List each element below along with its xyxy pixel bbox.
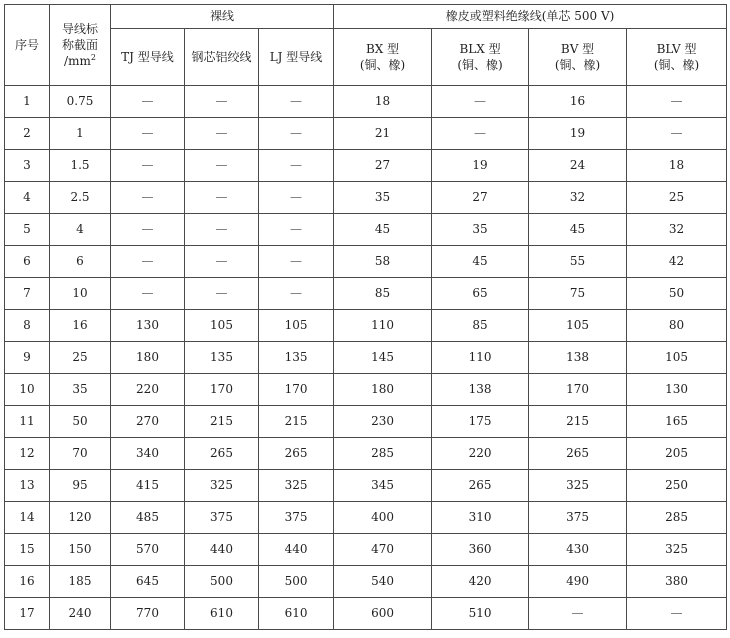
bx-cell: 600 bbox=[334, 598, 432, 630]
steel-al-cell: 105 bbox=[185, 310, 259, 342]
blx-cell: 110 bbox=[432, 342, 529, 374]
blv-cell: 205 bbox=[627, 438, 727, 470]
blx-cell: 27 bbox=[432, 182, 529, 214]
lj-cell: — bbox=[259, 278, 334, 310]
index-cell: 8 bbox=[5, 310, 50, 342]
header-row-2 bbox=[5, 29, 727, 86]
blv-cell: 380 bbox=[627, 566, 727, 598]
bx-cell: 145 bbox=[334, 342, 432, 374]
section-cell: 240 bbox=[50, 598, 111, 630]
blv-cell: 130 bbox=[627, 374, 727, 406]
table-row bbox=[5, 246, 727, 278]
bv-cell: 215 bbox=[529, 406, 627, 438]
blx-cell: 19 bbox=[432, 150, 529, 182]
table-row bbox=[5, 342, 727, 374]
bv-cell: 105 bbox=[529, 310, 627, 342]
blv-cell: — bbox=[627, 86, 727, 118]
blx-cell: 65 bbox=[432, 278, 529, 310]
section-cell: 16 bbox=[50, 310, 111, 342]
blv-cell: 42 bbox=[627, 246, 727, 278]
blx-cell: 265 bbox=[432, 470, 529, 502]
bx-cell: 58 bbox=[334, 246, 432, 278]
table-row bbox=[5, 214, 727, 246]
lj-cell: — bbox=[259, 150, 334, 182]
blx-cell: 220 bbox=[432, 438, 529, 470]
bv-cell: 138 bbox=[529, 342, 627, 374]
bv-cell: — bbox=[529, 598, 627, 630]
lj-cell: 375 bbox=[259, 502, 334, 534]
lj-cell: 500 bbox=[259, 566, 334, 598]
section-cell: 2.5 bbox=[50, 182, 111, 214]
header-section-line2: 称截面 bbox=[61, 37, 98, 52]
header-lj: LJ 型导线 bbox=[259, 29, 334, 86]
steel-al-cell: 500 bbox=[185, 566, 259, 598]
header-steel-al: 钢芯铝绞线 bbox=[185, 29, 259, 86]
blx-cell: 35 bbox=[432, 214, 529, 246]
section-cell: 95 bbox=[50, 470, 111, 502]
blx-cell: 45 bbox=[432, 246, 529, 278]
bv-cell: 45 bbox=[529, 214, 627, 246]
header-section-unit bbox=[50, 53, 110, 69]
blv-cell: 250 bbox=[627, 470, 727, 502]
section-cell: 0.75 bbox=[50, 86, 111, 118]
bx-cell: 285 bbox=[334, 438, 432, 470]
section-cell: 6 bbox=[50, 246, 111, 278]
table-row bbox=[5, 374, 727, 406]
section-cell: 4 bbox=[50, 214, 111, 246]
tj-cell: — bbox=[111, 150, 185, 182]
steel-al-cell: — bbox=[185, 214, 259, 246]
table-row bbox=[5, 118, 727, 150]
table-row bbox=[5, 438, 727, 470]
bx-cell: 85 bbox=[334, 278, 432, 310]
header-blx bbox=[432, 29, 529, 86]
lj-cell: 170 bbox=[259, 374, 334, 406]
tj-cell: 485 bbox=[111, 502, 185, 534]
blv-cell: 50 bbox=[627, 278, 727, 310]
table-row bbox=[5, 406, 727, 438]
lj-cell: 265 bbox=[259, 438, 334, 470]
steel-al-cell: 375 bbox=[185, 502, 259, 534]
index-cell: 15 bbox=[5, 534, 50, 566]
table-row bbox=[5, 182, 727, 214]
tj-cell: 180 bbox=[111, 342, 185, 374]
bv-cell: 32 bbox=[529, 182, 627, 214]
tj-cell: — bbox=[111, 214, 185, 246]
bx-cell: 110 bbox=[334, 310, 432, 342]
bv-cell: 490 bbox=[529, 566, 627, 598]
lj-cell: 135 bbox=[259, 342, 334, 374]
table-body bbox=[5, 86, 727, 630]
bv-cell: 265 bbox=[529, 438, 627, 470]
section-cell: 25 bbox=[50, 342, 111, 374]
header-bare: 裸线 bbox=[111, 5, 334, 29]
bx-cell: 345 bbox=[334, 470, 432, 502]
table-row bbox=[5, 598, 727, 630]
tj-cell: 645 bbox=[111, 566, 185, 598]
steel-al-cell: — bbox=[185, 150, 259, 182]
lj-cell: — bbox=[259, 86, 334, 118]
blv-cell: — bbox=[627, 598, 727, 630]
blx-cell: 310 bbox=[432, 502, 529, 534]
steel-al-cell: — bbox=[185, 182, 259, 214]
table-row bbox=[5, 534, 727, 566]
blx-cell: 360 bbox=[432, 534, 529, 566]
table-row bbox=[5, 502, 727, 534]
bx-cell: 45 bbox=[334, 214, 432, 246]
steel-al-cell: 610 bbox=[185, 598, 259, 630]
section-cell: 1.5 bbox=[50, 150, 111, 182]
bv-cell: 19 bbox=[529, 118, 627, 150]
tj-cell: — bbox=[111, 182, 185, 214]
header-blx-material: (铜、橡) bbox=[457, 58, 503, 72]
header-section bbox=[50, 5, 111, 86]
header-blv-name: BLV 型 bbox=[656, 41, 697, 56]
lj-cell: 610 bbox=[259, 598, 334, 630]
blx-cell: 420 bbox=[432, 566, 529, 598]
header-section-unit-text: /mm bbox=[64, 54, 91, 69]
bx-cell: 540 bbox=[334, 566, 432, 598]
header-insulated: 橡皮或塑料绝缘线(单芯 500 V) bbox=[334, 5, 727, 29]
steel-al-cell: — bbox=[185, 246, 259, 278]
bv-cell: 55 bbox=[529, 246, 627, 278]
tj-cell: 340 bbox=[111, 438, 185, 470]
blx-cell: 85 bbox=[432, 310, 529, 342]
blx-cell: — bbox=[432, 86, 529, 118]
index-cell: 17 bbox=[5, 598, 50, 630]
section-cell: 185 bbox=[50, 566, 111, 598]
index-cell: 6 bbox=[5, 246, 50, 278]
blv-cell: 32 bbox=[627, 214, 727, 246]
bx-cell: 230 bbox=[334, 406, 432, 438]
bx-cell: 400 bbox=[334, 502, 432, 534]
index-cell: 2 bbox=[5, 118, 50, 150]
blv-cell: 18 bbox=[627, 150, 727, 182]
steel-al-cell: — bbox=[185, 278, 259, 310]
blv-cell: 25 bbox=[627, 182, 727, 214]
header-blv-material: (铜、橡) bbox=[653, 58, 700, 72]
header-bv-name: BV 型 bbox=[560, 41, 595, 56]
blv-cell: — bbox=[627, 118, 727, 150]
tj-cell: 415 bbox=[111, 470, 185, 502]
steel-al-cell: 215 bbox=[185, 406, 259, 438]
ampacity-table bbox=[4, 4, 727, 630]
index-cell: 9 bbox=[5, 342, 50, 374]
bx-cell: 18 bbox=[334, 86, 432, 118]
index-cell: 4 bbox=[5, 182, 50, 214]
header-section-unit-sup: 2 bbox=[90, 53, 96, 63]
steel-al-cell: — bbox=[185, 86, 259, 118]
bv-cell: 375 bbox=[529, 502, 627, 534]
index-cell: 5 bbox=[5, 214, 50, 246]
blv-cell: 165 bbox=[627, 406, 727, 438]
bx-cell: 470 bbox=[334, 534, 432, 566]
table-row bbox=[5, 278, 727, 310]
lj-cell: 440 bbox=[259, 534, 334, 566]
header-index: 序号 bbox=[5, 5, 50, 86]
index-cell: 10 bbox=[5, 374, 50, 406]
steel-al-cell: — bbox=[185, 118, 259, 150]
header-row-1 bbox=[5, 5, 727, 29]
bv-cell: 325 bbox=[529, 470, 627, 502]
header-bx bbox=[334, 29, 432, 86]
index-cell: 7 bbox=[5, 278, 50, 310]
bx-cell: 21 bbox=[334, 118, 432, 150]
bx-cell: 180 bbox=[334, 374, 432, 406]
table-row bbox=[5, 86, 727, 118]
bx-cell: 35 bbox=[334, 182, 432, 214]
header-bx-name: BX 型 bbox=[365, 41, 400, 56]
header-bx-material: (铜、橡) bbox=[359, 58, 406, 72]
section-cell: 70 bbox=[50, 438, 111, 470]
index-cell: 16 bbox=[5, 566, 50, 598]
blv-cell: 80 bbox=[627, 310, 727, 342]
bv-cell: 24 bbox=[529, 150, 627, 182]
steel-al-cell: 325 bbox=[185, 470, 259, 502]
tj-cell: — bbox=[111, 118, 185, 150]
lj-cell: 105 bbox=[259, 310, 334, 342]
section-cell: 150 bbox=[50, 534, 111, 566]
steel-al-cell: 440 bbox=[185, 534, 259, 566]
bx-cell: 27 bbox=[334, 150, 432, 182]
section-cell: 1 bbox=[50, 118, 111, 150]
blx-cell: 510 bbox=[432, 598, 529, 630]
bv-cell: 170 bbox=[529, 374, 627, 406]
steel-al-cell: 135 bbox=[185, 342, 259, 374]
tj-cell: 270 bbox=[111, 406, 185, 438]
blv-cell: 325 bbox=[627, 534, 727, 566]
header-blx-name: BLX 型 bbox=[459, 41, 501, 56]
section-cell: 10 bbox=[50, 278, 111, 310]
table-header bbox=[5, 5, 727, 86]
blv-cell: 285 bbox=[627, 502, 727, 534]
header-section-line1: 导线标 bbox=[61, 21, 98, 36]
lj-cell: — bbox=[259, 214, 334, 246]
tj-cell: — bbox=[111, 86, 185, 118]
tj-cell: 220 bbox=[111, 374, 185, 406]
blx-cell: 175 bbox=[432, 406, 529, 438]
tj-cell: 130 bbox=[111, 310, 185, 342]
table-row bbox=[5, 150, 727, 182]
index-cell: 14 bbox=[5, 502, 50, 534]
bv-cell: 16 bbox=[529, 86, 627, 118]
blx-cell: 138 bbox=[432, 374, 529, 406]
tj-cell: — bbox=[111, 246, 185, 278]
steel-al-cell: 265 bbox=[185, 438, 259, 470]
blx-cell: — bbox=[432, 118, 529, 150]
header-bv-material: (铜、橡) bbox=[554, 58, 601, 72]
lj-cell: — bbox=[259, 246, 334, 278]
table-row bbox=[5, 566, 727, 598]
header-bv bbox=[529, 29, 627, 86]
header-blv bbox=[627, 29, 727, 86]
index-cell: 3 bbox=[5, 150, 50, 182]
header-tj: TJ 型导线 bbox=[111, 29, 185, 86]
table-row bbox=[5, 310, 727, 342]
section-cell: 35 bbox=[50, 374, 111, 406]
steel-al-cell: 170 bbox=[185, 374, 259, 406]
lj-cell: 215 bbox=[259, 406, 334, 438]
index-cell: 11 bbox=[5, 406, 50, 438]
tj-cell: 770 bbox=[111, 598, 185, 630]
index-cell: 13 bbox=[5, 470, 50, 502]
index-cell: 1 bbox=[5, 86, 50, 118]
blv-cell: 105 bbox=[627, 342, 727, 374]
lj-cell: — bbox=[259, 182, 334, 214]
bv-cell: 430 bbox=[529, 534, 627, 566]
table-row bbox=[5, 470, 727, 502]
index-cell: 12 bbox=[5, 438, 50, 470]
tj-cell: — bbox=[111, 278, 185, 310]
bv-cell: 75 bbox=[529, 278, 627, 310]
section-cell: 50 bbox=[50, 406, 111, 438]
section-cell: 120 bbox=[50, 502, 111, 534]
lj-cell: 325 bbox=[259, 470, 334, 502]
lj-cell: — bbox=[259, 118, 334, 150]
tj-cell: 570 bbox=[111, 534, 185, 566]
